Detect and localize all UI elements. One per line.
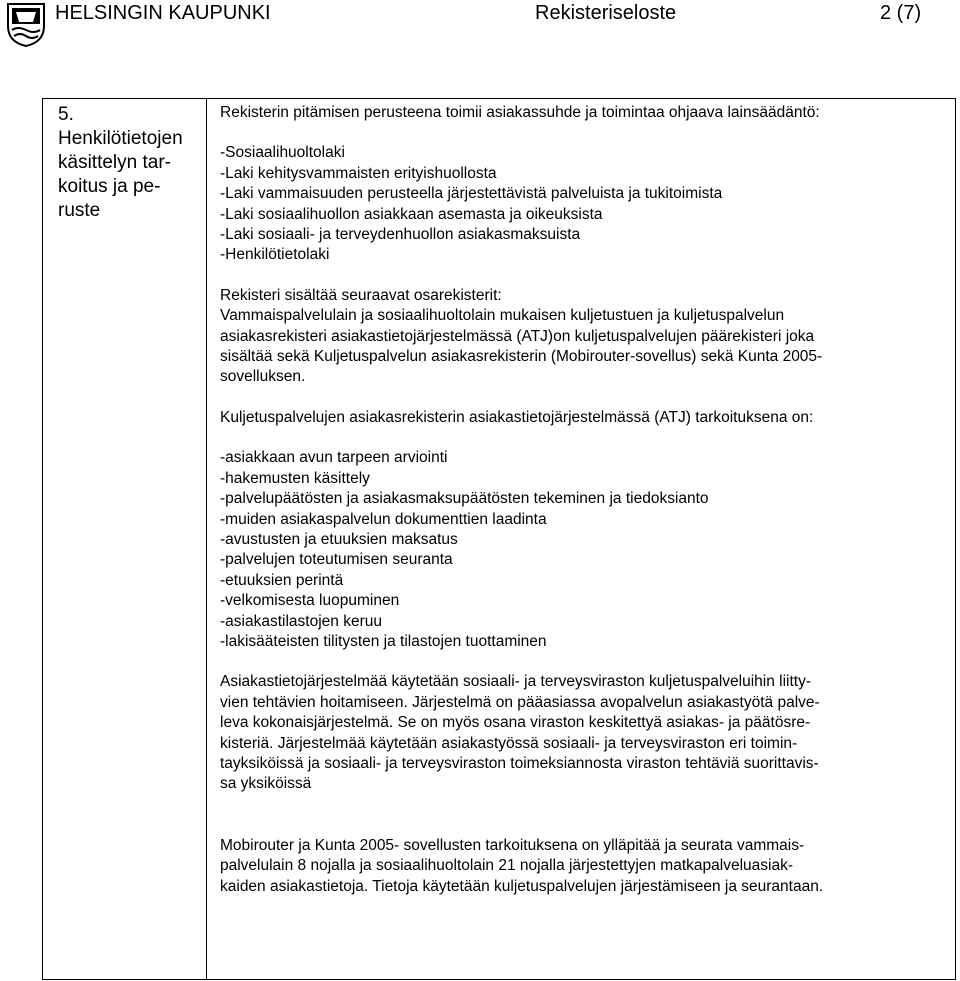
section-label-line: 5.: [58, 104, 74, 125]
subregisters-line: asiakasrekisteri asiakastietojärjestelmässä (ATJ)on kuljetuspalvelujen päärekisteri joka: [220, 327, 815, 345]
law-item: -Sosiaalihuoltolaki: [220, 144, 345, 162]
purpose-item: -asiakkaan avun tarpeen arviointi: [220, 449, 448, 467]
atj-paragraph-line: tayksiköissä ja sosiaali- ja terveysviraston toimeksiannosta viraston tehtäviä suorittavis-: [220, 754, 819, 772]
section-label-line: koitus ja pe-: [58, 176, 161, 197]
helsinki-crest-icon: [4, 0, 48, 48]
purpose-item: -palvelujen toteutumisen seuranta: [220, 551, 453, 569]
subregisters-line: Vammaispalvelulain ja sosiaalihuoltolain mukaisen kuljetustuen ja kuljetuspalvelun: [220, 307, 785, 325]
page-number: 2 (7): [880, 2, 922, 24]
law-item: -Laki vammaisuuden perusteella järjestettävistä palveluista ja tukitoimista: [220, 185, 723, 203]
purpose-item: -muiden asiakaspalvelun dokumenttien laadinta: [220, 510, 547, 528]
section-label-line: ruste: [58, 200, 101, 221]
purpose-item: -lakisääteisten tilitysten ja tilastojen tuottaminen: [220, 632, 547, 650]
page-header: [0, 0, 960, 30]
purpose-item: -velkomisesta luopuminen: [220, 592, 400, 610]
purpose-item: -asiakastilastojen keruu: [220, 612, 382, 630]
organization-name: HELSINGIN KAUPUNKI: [55, 2, 271, 24]
law-item: -Henkilötietolaki: [220, 246, 330, 264]
section-label-line: käsittelyn tar-: [58, 152, 171, 173]
mobirouter-paragraph-line: Mobirouter ja Kunta 2005- sovellusten tarkoituksena on ylläpitää ja seurata vammais-: [220, 836, 805, 854]
section-label: [58, 103, 206, 223]
atj-paragraph-line: vien tehtävien hoitamiseen. Järjestelmä on pääasiassa avopalvelun asiakastyötä palve-: [220, 693, 820, 711]
atj-paragraph-line: kisteriä. Järjestelmää käytetään asiakastyössä sosiaali- ja terveysviraston eri toimin-: [220, 734, 798, 752]
purpose-intro: Kuljetuspalvelujen asiakasrekisterin asiakastietojärjestelmässä (ATJ) tarkoituksena on:: [220, 408, 814, 426]
purpose-item: -avustusten ja etuuksien maksatus: [220, 530, 458, 548]
law-item: -Laki kehitysvammaisten erityishuollosta: [220, 164, 497, 182]
purpose-item: -hakemusten käsittely: [220, 469, 370, 487]
law-item: -Laki sosiaalihuollon asiakkaan asemasta ja oikeuksista: [220, 205, 603, 223]
mobirouter-paragraph-line: palvelulain 8 nojalla ja sosiaalihuoltolain 21 nojalla järjestettyjen matkapalveluasiak-: [220, 857, 793, 875]
purpose-item: -palvelupäätösten ja asiakasmaksupäätösten tekeminen ja tiedoksianto: [220, 490, 709, 508]
atj-paragraph-line: Asiakastietojärjestelmää käytetään sosiaali- ja terveysviraston kuljetuspalveluihin liitty-: [220, 673, 811, 691]
document-type: Rekisteriseloste: [535, 2, 677, 24]
mobirouter-paragraph-line: kaiden asiakastietoja. Tietoja käytetään kuljetuspalvelujen järjestämiseen ja seurantaan.: [220, 877, 824, 895]
law-item: -Laki sosiaali- ja terveydenhuollon asiakasmaksuista: [220, 226, 581, 244]
subregisters-line: sisältää sekä Kuljetuspalvelun asiakasrekisterin (Mobirouter-sovellus) sekä Kunta 2005-: [220, 348, 823, 366]
subregisters-line: sovelluksen.: [220, 368, 306, 386]
subregisters-line: Rekisteri sisältää seuraavat osarekisterit:: [220, 286, 502, 304]
intro-text: Rekisterin pitämisen perusteena toimii asiakassuhde ja toimintaa ohjaava lainsäädäntö:: [220, 104, 820, 121]
section-content: [220, 103, 950, 897]
atj-paragraph-line: sa yksiköissä: [220, 775, 312, 793]
section-label-line: Henkilötietojen: [58, 128, 183, 149]
column-divider: [206, 98, 207, 980]
purpose-item: -etuuksien perintä: [220, 571, 344, 589]
atj-paragraph-line: leva kokonaisjärjestelmä. Se on myös osana viraston keskitettyä asiakas- ja päätösre-: [220, 714, 811, 732]
